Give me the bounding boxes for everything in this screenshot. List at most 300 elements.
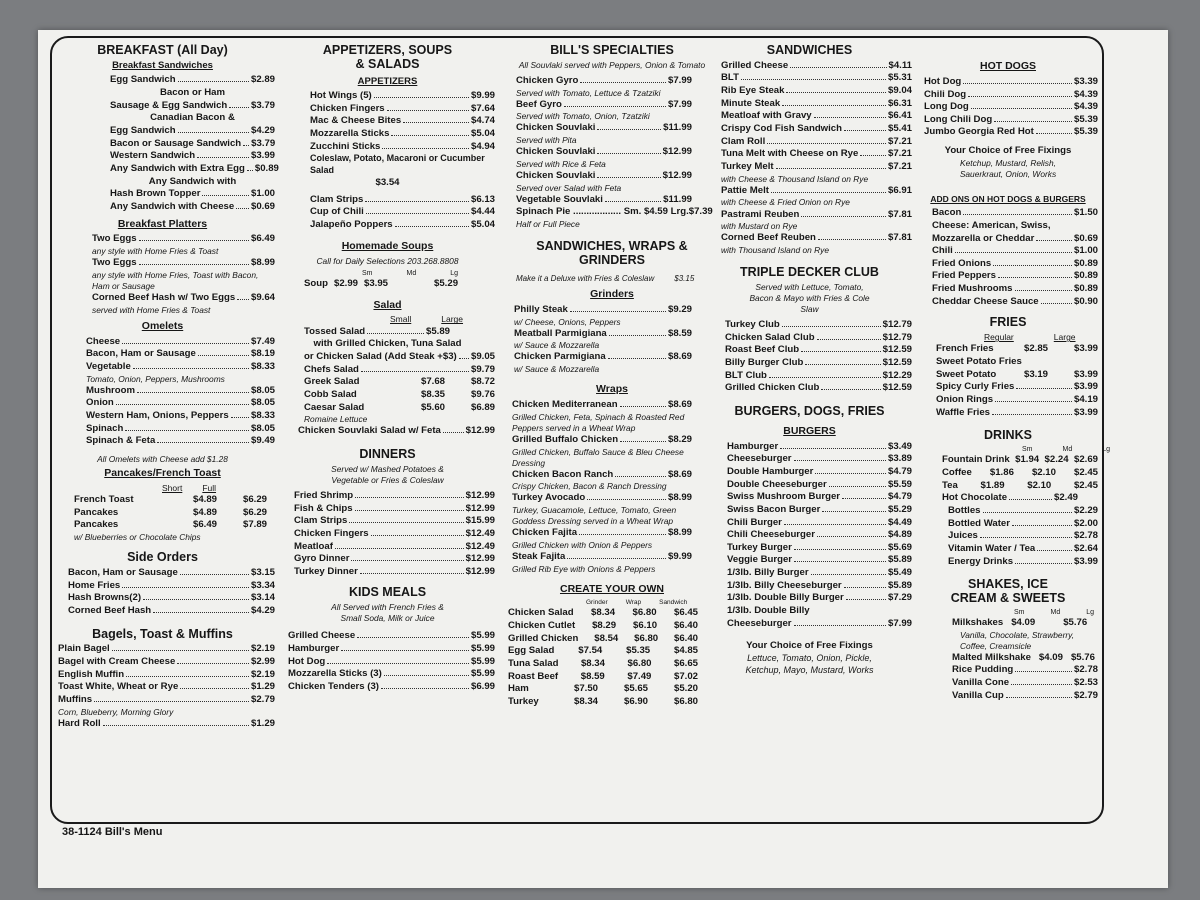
item-name: Chicken Parmigiana bbox=[514, 351, 606, 363]
item-price: $5.69 bbox=[887, 541, 912, 553]
col-lg-drinks: Lg bbox=[1102, 446, 1111, 454]
item-name: Meatball Parmigiana bbox=[514, 327, 607, 339]
item-note: Tomato, Onion, Peppers, Mushrooms bbox=[86, 373, 225, 384]
list-appetizers bbox=[280, 90, 495, 153]
menu-item bbox=[294, 528, 495, 541]
item-price-c: $6.65 bbox=[674, 657, 699, 669]
item-price: $4.79 bbox=[887, 491, 912, 503]
dot-leader bbox=[137, 392, 249, 393]
item-price-c: $6.45 bbox=[673, 607, 698, 619]
list-sandwiches bbox=[707, 60, 912, 256]
menu-item bbox=[68, 580, 275, 593]
dot-leader bbox=[177, 663, 249, 664]
dot-leader bbox=[794, 460, 886, 461]
menu-item bbox=[721, 60, 912, 73]
item-name: BLT bbox=[721, 72, 739, 84]
hotdog-fixings: Ketchup, Mustard, Relish, Sauerkraut, Onion, Works bbox=[959, 157, 1057, 179]
dot-leader bbox=[443, 432, 464, 433]
col-short: Short bbox=[162, 482, 183, 493]
dot-leader bbox=[237, 299, 249, 300]
menu-item bbox=[508, 683, 698, 696]
dot-leader bbox=[980, 537, 1072, 538]
item-prefix: Bacon or Ham bbox=[159, 86, 226, 98]
dot-leader bbox=[335, 548, 464, 549]
item-price-a: $1.89 bbox=[980, 479, 1005, 491]
menu-item bbox=[936, 394, 1098, 407]
menu-item bbox=[110, 74, 275, 87]
kids-note: All Served with French Fries & Small Soda, Milk or Juice bbox=[331, 602, 444, 624]
dot-leader bbox=[1006, 697, 1072, 698]
with-chicken-line: with Grilled Chicken, Tuna Salad bbox=[313, 338, 462, 350]
item-name: Tea bbox=[942, 479, 958, 491]
dot-leader bbox=[355, 510, 464, 511]
item-price: $12.99 bbox=[465, 565, 495, 577]
dot-leader bbox=[382, 148, 469, 149]
menu-item bbox=[294, 541, 495, 554]
chefs-salad bbox=[280, 364, 495, 377]
menu-item bbox=[58, 681, 275, 694]
menu-item bbox=[948, 505, 1098, 518]
dot-leader bbox=[1015, 671, 1072, 672]
milkshakes-name: Milkshakes bbox=[952, 616, 1004, 628]
list-kids bbox=[280, 630, 495, 693]
list-grinders bbox=[502, 304, 722, 375]
item-price: $2.78 bbox=[1073, 530, 1098, 542]
item-price: $6.41 bbox=[887, 110, 912, 122]
dot-leader bbox=[597, 129, 661, 130]
menu-item bbox=[68, 567, 275, 580]
dot-leader bbox=[609, 335, 666, 336]
subsection-burgers: BURGERS bbox=[783, 424, 836, 437]
list-side-orders bbox=[50, 567, 275, 618]
item-name: Clam Strips bbox=[310, 193, 364, 205]
item-price-a: $6.49 bbox=[192, 519, 217, 531]
menu-footer: 38-1124 Bill's Menu bbox=[62, 826, 163, 838]
col-md: Md bbox=[406, 269, 417, 277]
addon-cheese-pre: Cheese: American, Swiss, bbox=[932, 219, 1051, 231]
item-price: $1.00 bbox=[1073, 245, 1098, 257]
menu-item bbox=[727, 580, 912, 593]
item-price: $5.59 bbox=[887, 478, 912, 490]
item-price-a: $1.94 bbox=[1015, 454, 1040, 466]
menu-item bbox=[727, 504, 912, 517]
item-price-a: $1.86 bbox=[989, 467, 1014, 478]
dot-leader bbox=[198, 355, 249, 356]
item-name: Waffle Fries bbox=[936, 406, 991, 418]
menu-item bbox=[721, 161, 912, 174]
item-price: $6.91 bbox=[887, 184, 912, 196]
list-create bbox=[502, 607, 722, 708]
item-name: Hash Browns(2) bbox=[68, 592, 142, 604]
menu-item bbox=[727, 453, 912, 466]
item-name: Clam Roll bbox=[721, 135, 766, 147]
section-title-appetizers: APPETIZERS, SOUPS & SALADS bbox=[322, 43, 453, 71]
item-price: $2.78 bbox=[1073, 664, 1098, 676]
list-breakfast-platters bbox=[50, 233, 275, 315]
menu-item bbox=[304, 351, 495, 364]
souvlaki-salad bbox=[280, 425, 495, 438]
specialties-note: All Souvlaki served with Peppers, Onion & Tomato bbox=[518, 59, 706, 70]
dot-leader bbox=[374, 97, 469, 98]
item-price: $3.14 bbox=[250, 592, 275, 604]
item-price: $0.89 bbox=[1073, 257, 1098, 269]
menu-item bbox=[514, 328, 692, 341]
item-name: Turkey Club bbox=[725, 319, 780, 331]
menu-item bbox=[516, 122, 692, 135]
item-name: Juices bbox=[948, 530, 978, 542]
menu-item bbox=[725, 357, 912, 370]
item-name: Fried Onions bbox=[932, 257, 992, 269]
menu-item bbox=[727, 529, 912, 542]
dot-leader bbox=[983, 512, 1072, 513]
item-price: $12.99 bbox=[465, 502, 495, 514]
menu-item bbox=[288, 668, 495, 681]
item-name: Long Dog bbox=[924, 101, 969, 113]
item-name: 1/3lb. Double Billy Burger bbox=[727, 592, 844, 604]
item-note: w/ Sauce & Mozzarella bbox=[514, 364, 600, 375]
item-price-b: $6.80 bbox=[627, 657, 652, 669]
item-name: Cheese bbox=[86, 335, 121, 347]
item-price-a: $8.35 bbox=[420, 388, 445, 400]
dot-leader bbox=[846, 599, 886, 600]
menu-item bbox=[942, 492, 1078, 505]
item-price-b: $7.49 bbox=[627, 670, 652, 682]
item-price-a: $7.68 bbox=[420, 376, 445, 388]
item-price: $5.99 bbox=[470, 668, 495, 680]
dot-leader bbox=[1037, 550, 1072, 551]
item-price: $7.21 bbox=[887, 148, 912, 160]
soup-md: $3.95 bbox=[364, 277, 389, 289]
item-name: Corned Beef Hash bbox=[68, 604, 152, 616]
item-name: Rice Pudding bbox=[952, 664, 1014, 676]
dot-leader bbox=[817, 536, 886, 537]
soup-sm: $2.99 bbox=[333, 277, 358, 289]
dot-leader bbox=[782, 326, 881, 327]
item-price: $7.99 bbox=[667, 98, 692, 110]
item-note: Turkey, Guacamole, Lettuce, Tomato, Green Goddess Dressing served in a Wheat Wrap bbox=[512, 505, 677, 527]
menu-item bbox=[512, 551, 692, 564]
dot-leader bbox=[786, 92, 886, 93]
item-price: $5.39 bbox=[1073, 126, 1098, 138]
item-name: Hamburger bbox=[727, 440, 779, 452]
section-title-breakfast: BREAKFAST (All Day) bbox=[97, 43, 228, 57]
menu-item bbox=[298, 425, 495, 438]
section-title-side-orders: Side Orders bbox=[127, 550, 198, 565]
menu-item bbox=[58, 718, 275, 731]
create-cols bbox=[502, 599, 722, 608]
item-price-b: $3.99 bbox=[1073, 368, 1098, 380]
item-price: $8.33 bbox=[250, 409, 275, 421]
item-name: Sausage & Egg Sandwich bbox=[110, 99, 228, 111]
section-title-shakes: SHAKES, ICE CREAM & SWEETS bbox=[950, 577, 1066, 605]
list-wraps bbox=[502, 399, 722, 575]
item-price: $12.79 bbox=[882, 331, 912, 343]
dot-leader bbox=[597, 177, 660, 178]
menu-item bbox=[924, 114, 1098, 127]
menu-item bbox=[86, 336, 275, 349]
item-price: $2.79 bbox=[1073, 689, 1098, 701]
item-name: Rib Eye Steak bbox=[721, 85, 785, 97]
menu-item bbox=[932, 283, 1098, 296]
item-name: Mozzarella Sticks bbox=[310, 128, 390, 139]
menu-item bbox=[948, 556, 1098, 569]
section-title-sandwiches: SANDWICHES bbox=[766, 43, 853, 57]
menu-item bbox=[74, 507, 267, 520]
item-price: $4.29 bbox=[250, 604, 275, 616]
item-price-b: $6.89 bbox=[470, 401, 495, 413]
dot-leader bbox=[403, 122, 469, 123]
item-price: $8.69 bbox=[667, 399, 692, 411]
item-price: $5.29 bbox=[887, 503, 912, 515]
section-title-bagels: Bagels, Toast & Muffins bbox=[92, 626, 233, 641]
list-bagels bbox=[50, 643, 275, 730]
item-note: any style with Home Fries, Toast with Bacon, Ham or Sausage bbox=[92, 269, 259, 291]
item-name: Hash Brown Topper bbox=[110, 188, 201, 200]
item-price: $2.53 bbox=[1073, 677, 1098, 689]
dot-leader bbox=[814, 117, 886, 118]
item-price: $4.44 bbox=[470, 206, 495, 218]
dot-leader bbox=[366, 213, 469, 214]
menu-item bbox=[721, 136, 912, 149]
menu-item bbox=[952, 677, 1098, 690]
item-price-a: $7.54 bbox=[578, 645, 603, 657]
dot-leader bbox=[860, 155, 886, 156]
drinks-cols bbox=[918, 445, 1111, 454]
malted-name: Malted Milkshake bbox=[952, 651, 1031, 663]
item-price: $8.69 bbox=[667, 351, 692, 363]
item-price-b: $6.29 bbox=[242, 494, 267, 506]
item-name: Cobb Salad bbox=[304, 388, 357, 400]
dot-leader bbox=[821, 389, 880, 390]
item-price: $6.13 bbox=[470, 193, 495, 205]
dot-leader bbox=[231, 417, 249, 418]
item-name: Hot Wings (5) bbox=[310, 90, 372, 102]
menu-item bbox=[936, 407, 1098, 420]
menu-item bbox=[727, 567, 912, 580]
item-price-c: $6.40 bbox=[673, 619, 698, 631]
menu-item bbox=[942, 467, 1098, 480]
dot-leader bbox=[139, 264, 249, 265]
menu-item bbox=[310, 103, 495, 116]
item-price-a: $8.59 bbox=[580, 670, 605, 682]
dot-leader bbox=[349, 522, 463, 523]
item-name: Fountain Drink bbox=[942, 454, 1010, 466]
item-price: $7.99 bbox=[667, 74, 692, 86]
dot-leader bbox=[103, 725, 249, 726]
item-name: English Muffin bbox=[58, 668, 125, 680]
dot-leader bbox=[1041, 303, 1072, 304]
list-dinners bbox=[280, 490, 495, 579]
dot-leader bbox=[771, 192, 886, 193]
addon-bacon bbox=[918, 207, 1098, 220]
fries-cols bbox=[918, 332, 1098, 343]
malted-lg: $5.76 bbox=[1070, 651, 1095, 663]
item-name: Chicken Salad Club bbox=[725, 331, 815, 343]
item-name: Mac & Cheese Bites bbox=[310, 115, 402, 127]
dot-leader bbox=[741, 79, 886, 80]
menu-item bbox=[948, 530, 1098, 543]
menu-item bbox=[86, 348, 275, 361]
item-name: Egg Salad bbox=[508, 645, 555, 657]
menu-item bbox=[86, 397, 275, 410]
menu-item bbox=[948, 543, 1098, 556]
item-name: Vanilla Cup bbox=[952, 689, 1004, 701]
item-price: $9.29 bbox=[667, 303, 692, 315]
coleslaw-price: $3.54 bbox=[375, 177, 400, 189]
item-price: $8.05 bbox=[250, 397, 275, 409]
item-name: Roast Beef Club bbox=[725, 344, 800, 356]
dot-leader bbox=[790, 67, 886, 68]
column-hotdogs bbox=[918, 40, 1111, 702]
item-name: Ham bbox=[508, 683, 529, 695]
subsection-appetizers: APPETIZERS bbox=[357, 75, 418, 87]
menu-item bbox=[310, 194, 495, 207]
dot-leader bbox=[360, 573, 464, 574]
item-name: Cheeseburger bbox=[727, 617, 792, 629]
dot-leader bbox=[180, 688, 249, 689]
menu-item bbox=[92, 233, 275, 246]
item-name: Toast White, Wheat or Rye bbox=[58, 681, 179, 693]
soups-note: Call for Daily Selections 203.268.8808 bbox=[316, 255, 459, 266]
item-name: Chefs Salad bbox=[304, 363, 359, 375]
item-price: $8.59 bbox=[667, 327, 692, 339]
item-price: $5.04 bbox=[470, 219, 495, 231]
item-price: $4.49 bbox=[887, 516, 912, 528]
item-name: Steak Fajita bbox=[512, 551, 566, 563]
dot-leader bbox=[955, 252, 1072, 253]
item-name: French Fries bbox=[936, 343, 994, 355]
item-price: $4.19 bbox=[1073, 394, 1098, 406]
item-price: $5.99 bbox=[470, 643, 495, 655]
item-price: $9.99 bbox=[667, 551, 692, 563]
item-price: $7.64 bbox=[470, 102, 495, 114]
dot-leader bbox=[327, 663, 469, 664]
item-name: Grilled Chicken Club bbox=[725, 382, 820, 394]
item-price: $9.49 bbox=[250, 435, 275, 447]
item-price: $3.79 bbox=[250, 99, 275, 111]
item-name: Chicken Souvlaki Salad w/ Feta bbox=[298, 425, 441, 437]
item-name: Energy Drinks bbox=[948, 555, 1014, 567]
menu-item bbox=[92, 292, 275, 305]
item-note: served with Home Fries & Toast bbox=[92, 304, 211, 315]
list-breakfast-sandwiches bbox=[50, 74, 279, 213]
item-name: Veggie Burger bbox=[727, 554, 793, 566]
item-note: with Cheese & Thousand Island on Rye bbox=[721, 173, 869, 184]
dot-leader bbox=[780, 448, 886, 449]
dot-leader bbox=[387, 110, 469, 111]
item-name: Grilled Buffalo Chicken bbox=[512, 433, 619, 445]
item-price: $0.89 bbox=[254, 162, 279, 174]
item-price-c: $6.40 bbox=[673, 632, 698, 644]
item-prefix: Any Sandwich with bbox=[148, 175, 237, 187]
item-price: $12.29 bbox=[882, 369, 912, 381]
menu-item bbox=[725, 382, 912, 395]
item-name: Bacon, Ham or Sausage bbox=[86, 348, 196, 360]
item-price-b: $5.35 bbox=[626, 645, 651, 657]
item-name: BLT Club bbox=[725, 369, 767, 381]
item-price-b: $5.65 bbox=[623, 683, 648, 695]
item-price: $12.99 bbox=[662, 146, 692, 158]
item-price: $9.64 bbox=[250, 291, 275, 303]
fries-french bbox=[918, 343, 1098, 356]
item-name: Chicken Mediterranean bbox=[512, 399, 618, 411]
menu-item bbox=[727, 479, 912, 492]
item-price-c: $7.02 bbox=[673, 670, 698, 682]
item-price: $2.99 bbox=[250, 655, 275, 667]
item-name: Spicy Curly Fries bbox=[936, 381, 1015, 393]
item-price-b: $6.10 bbox=[633, 619, 658, 631]
list-fries bbox=[918, 381, 1098, 419]
menu-item bbox=[288, 643, 495, 656]
item-price: $5.99 bbox=[470, 630, 495, 642]
item-name: Philly Steak bbox=[514, 303, 568, 315]
item-price: $7.21 bbox=[887, 135, 912, 147]
subsection-soups: Homemade Soups bbox=[341, 239, 434, 252]
item-price: $5.89 bbox=[425, 325, 450, 337]
item-price-c: $5.20 bbox=[673, 683, 698, 695]
tossed-salad bbox=[280, 326, 495, 339]
dot-leader bbox=[968, 96, 1072, 97]
item-price: $3.89 bbox=[887, 453, 912, 465]
subsection-wraps: Wraps bbox=[596, 383, 628, 396]
menu-item bbox=[936, 369, 1098, 382]
item-name: or Chicken Salad (Add Steak +$3) bbox=[304, 350, 457, 362]
item-name: Fish & Chips bbox=[294, 502, 353, 514]
col-lg: Lg bbox=[450, 269, 459, 277]
item-price-a: $2.85 bbox=[1023, 343, 1048, 355]
menu-item bbox=[516, 146, 692, 159]
dot-leader bbox=[842, 498, 886, 499]
item-name: Swiss Bacon Burger bbox=[727, 503, 821, 515]
menu-item bbox=[721, 123, 912, 136]
item-name: Two Eggs bbox=[92, 257, 137, 269]
dot-leader bbox=[1009, 499, 1052, 500]
menu-item bbox=[288, 656, 495, 669]
item-price: $4.29 bbox=[250, 124, 275, 136]
dot-leader bbox=[815, 473, 886, 474]
item-price: $4.74 bbox=[470, 115, 495, 127]
item-price: $2.00 bbox=[1073, 517, 1098, 529]
pancakes-note: w/ Blueberries or Chocolate Chips bbox=[74, 532, 201, 543]
menu-item bbox=[932, 233, 1098, 246]
item-name: Corned Beef Hash w/ Two Eggs bbox=[92, 291, 236, 303]
dot-leader bbox=[769, 377, 881, 378]
milkshake-flavors: Vanilla, Chocolate, Strawberry, Coffee, Creamsicle bbox=[960, 629, 1075, 651]
item-note: Grilled Chicken, Buffalo Sauce & Bleu Cheese Dressing bbox=[512, 446, 684, 468]
col-full: Full bbox=[202, 482, 217, 493]
list-specialties bbox=[502, 75, 722, 206]
deluxe-price: $3.15 bbox=[674, 273, 695, 283]
item-name: Corned Beef Reuben bbox=[721, 232, 816, 244]
item-price: $8.05 bbox=[250, 384, 275, 396]
menu-item bbox=[86, 423, 275, 436]
item-name: Double Hamburger bbox=[727, 465, 814, 477]
item-price: $4.89 bbox=[887, 529, 912, 541]
menu-item bbox=[508, 620, 698, 633]
item-price: $9.05 bbox=[470, 350, 495, 362]
menu-item bbox=[727, 554, 912, 567]
item-price: $2.19 bbox=[250, 643, 275, 655]
menu-item bbox=[508, 633, 698, 646]
item-name: Spinach bbox=[86, 422, 124, 434]
item-name: Hamburger bbox=[288, 643, 340, 655]
dot-leader bbox=[112, 650, 249, 651]
item-price: $8.05 bbox=[250, 422, 275, 434]
item-price-c: $4.85 bbox=[674, 645, 699, 657]
dot-leader bbox=[817, 339, 881, 340]
menu-item bbox=[110, 138, 275, 151]
item-name: Bacon bbox=[932, 207, 962, 219]
